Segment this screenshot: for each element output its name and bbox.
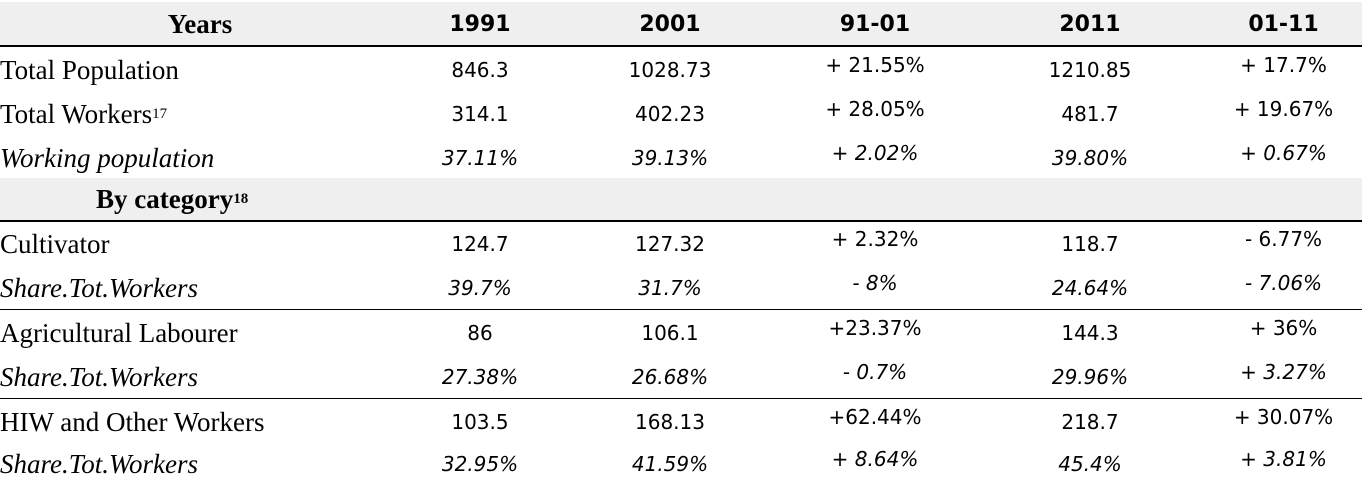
cell-2011: 1210.85	[1048, 58, 1132, 82]
cell-91-01: - 0.7%	[842, 360, 908, 384]
cell-1991: 37.11%	[441, 146, 519, 170]
table-row	[0, 355, 1362, 399]
category-row	[0, 178, 1362, 220]
cell-1991: 86	[467, 321, 493, 345]
cell-2001: 402.23	[635, 102, 705, 126]
cell-1991: 32.95%	[441, 452, 519, 476]
group-rule	[0, 398, 1362, 399]
row-label: Share.Tot.Workers	[0, 361, 199, 392]
cell-2011: 118.7	[1061, 232, 1119, 256]
cell-2011: 24.64%	[1051, 276, 1129, 300]
cell-2001: 168.13	[635, 410, 705, 434]
cell-91-01: +62.44%	[828, 405, 922, 429]
cell-2011: 29.96%	[1051, 365, 1129, 389]
group-rule	[0, 309, 1362, 310]
table-row	[0, 92, 1362, 136]
row-label: Working population	[0, 142, 215, 173]
row-label: Cultivator	[0, 228, 110, 259]
cell-91-01: + 21.55%	[825, 53, 925, 77]
cell-2011: 218.7	[1061, 410, 1119, 434]
table-row	[0, 222, 1362, 266]
cell-01-11: + 3.81%	[1240, 447, 1327, 471]
cell-91-01: + 28.05%	[825, 97, 925, 121]
cell-91-01: + 8.64%	[831, 447, 919, 471]
header-col-2001: 2001	[639, 11, 701, 37]
cell-1991: 39.7%	[448, 276, 512, 300]
cell-1991: 314.1	[451, 102, 509, 126]
cell-01-11: + 19.67%	[1233, 97, 1334, 121]
cell-91-01: - 8%	[852, 271, 898, 295]
row-label: Total Workers 17	[0, 98, 168, 129]
cell-2011: 39.80%	[1051, 146, 1129, 170]
category-label-text: By category	[96, 183, 234, 214]
row-label: Agricultural Labourer	[0, 317, 238, 348]
cell-1991: 103.5	[451, 410, 509, 434]
cell-2001: 26.68%	[631, 365, 709, 389]
cell-01-11: - 7.06%	[1244, 271, 1323, 295]
row-label: Share.Tot.Workers	[0, 448, 199, 479]
cell-2011: 481.7	[1061, 102, 1119, 126]
table-row	[0, 266, 1362, 310]
row-label: HIW and Other Workers	[0, 406, 265, 437]
header-rule	[0, 45, 1362, 47]
cell-1991: 124.7	[451, 232, 509, 256]
cell-2001: 127.32	[635, 232, 705, 256]
cell-91-01: +23.37%	[828, 316, 922, 340]
header-col-01-11: 01-11	[1248, 11, 1319, 37]
cell-01-11: + 0.67%	[1240, 141, 1327, 165]
cell-2011: 45.4%	[1058, 452, 1122, 476]
header-col-91-01: 91-01	[839, 11, 911, 37]
table-row	[0, 400, 1362, 444]
cell-1991: 846.3	[451, 58, 509, 82]
cell-01-11: - 6.77%	[1244, 227, 1323, 251]
table-row	[0, 136, 1362, 180]
row-label-text: Total Workers	[0, 98, 153, 129]
cell-91-01: + 2.02%	[831, 141, 919, 165]
header-years: Years	[167, 8, 233, 39]
cell-2011: 144.3	[1061, 321, 1119, 345]
cell-1991: 27.38%	[441, 365, 519, 389]
cell-2001: 106.1	[641, 321, 699, 345]
table-row	[0, 442, 1362, 486]
cell-01-11: + 3.27%	[1240, 360, 1327, 384]
cell-01-11: + 36%	[1249, 316, 1318, 340]
category-label: By category 18	[96, 183, 249, 214]
row-label: Share.Tot.Workers	[0, 272, 199, 303]
cell-2001: 39.13%	[631, 146, 709, 170]
table-row	[0, 48, 1362, 92]
cell-2001: 1028.73	[628, 58, 712, 82]
table-row	[0, 311, 1362, 355]
header-col-1991: 1991	[449, 11, 511, 37]
cell-01-11: + 30.07%	[1233, 405, 1334, 429]
row-label: Total Population	[0, 54, 179, 85]
cell-2001: 31.7%	[638, 276, 702, 300]
cell-91-01: + 2.32%	[831, 227, 919, 251]
header-row	[0, 2, 1362, 46]
cell-01-11: + 17.7%	[1240, 53, 1327, 77]
header-col-2011: 2011	[1059, 11, 1121, 37]
cell-2001: 41.59%	[631, 452, 709, 476]
